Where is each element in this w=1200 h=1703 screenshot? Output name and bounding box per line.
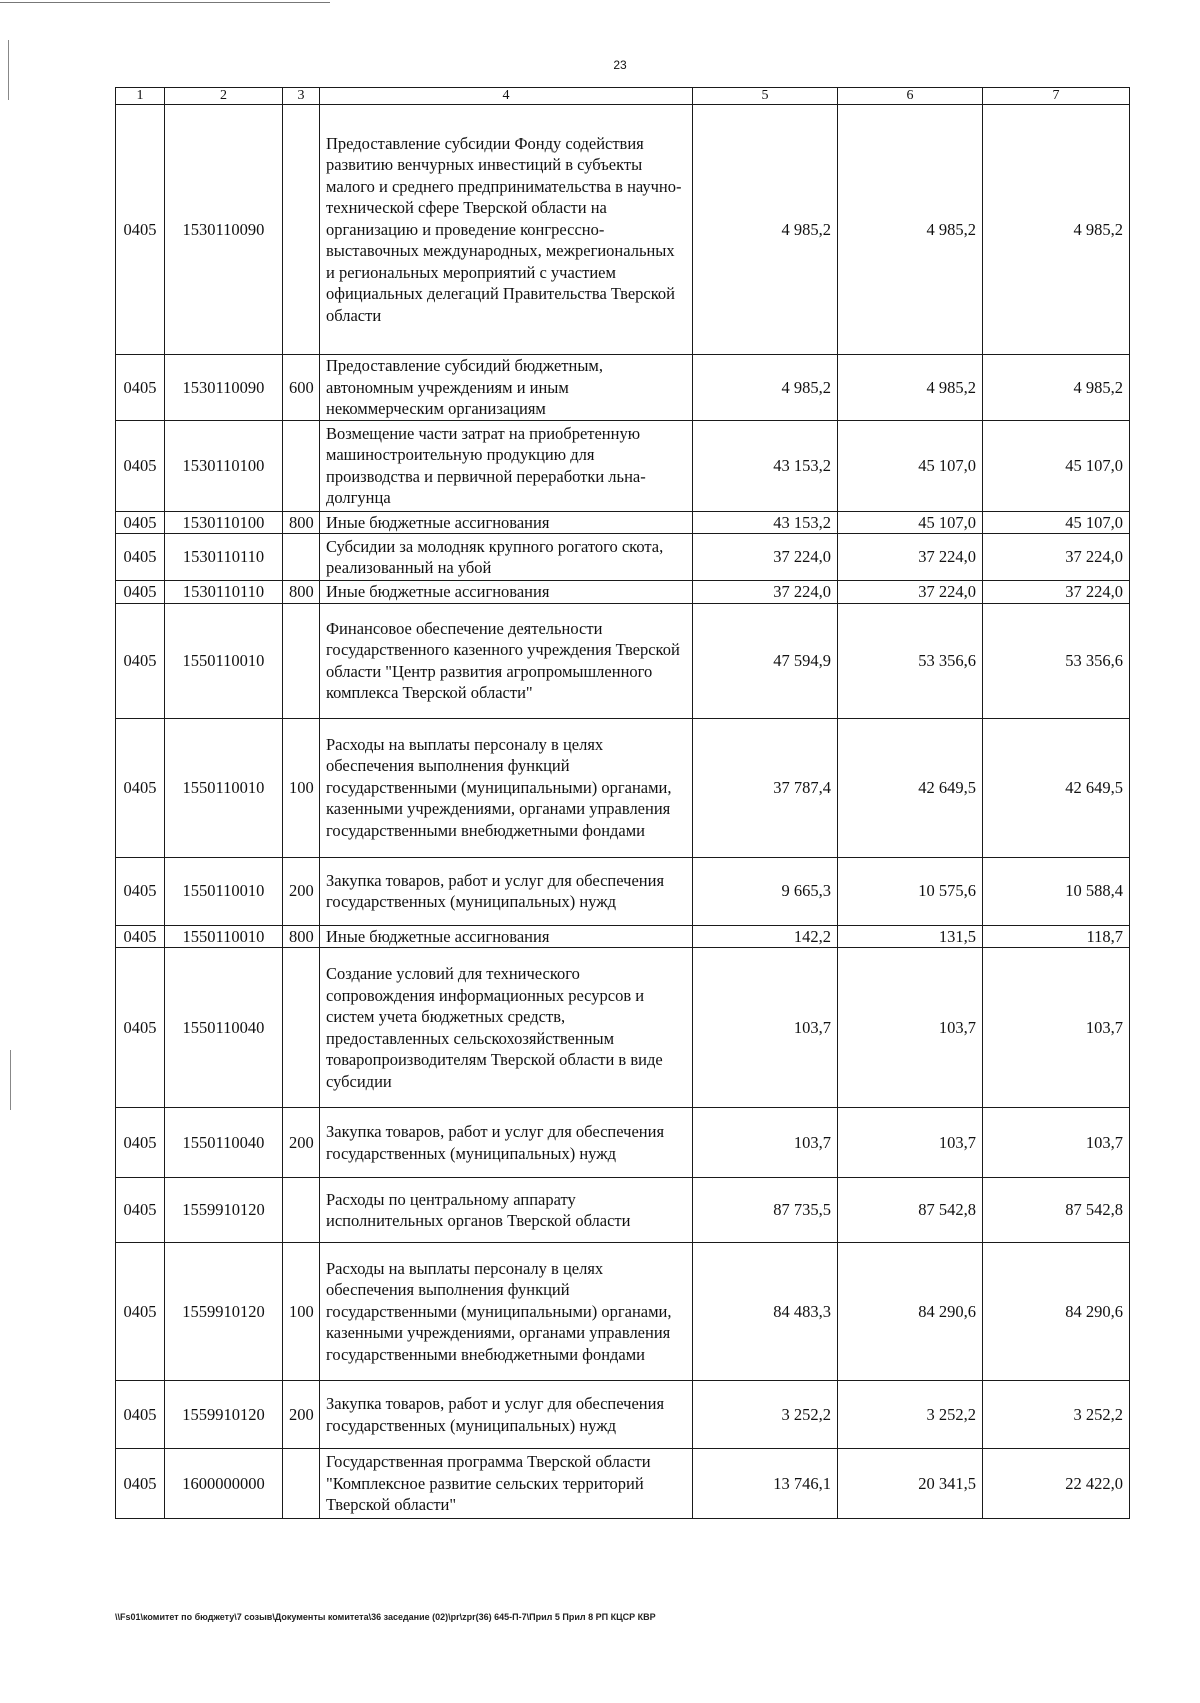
section-code: 0405 — [116, 1243, 165, 1381]
section-code: 0405 — [116, 1381, 165, 1449]
item-name: Финансовое обеспечение деятельности государственного казенного учреждения Тверской области "Центр развития агропромышленного комплекса Тверской области" — [320, 603, 693, 718]
table-row — [116, 1108, 1130, 1178]
item-name: Иные бюджетные ассигнования — [320, 511, 693, 534]
amount-year-1: 9 665,3 — [693, 857, 838, 925]
budget-table — [115, 87, 1130, 1519]
section-code: 0405 — [116, 581, 165, 604]
amount-year-3: 10 588,4 — [983, 857, 1130, 925]
table-row — [116, 857, 1130, 925]
section-code: 0405 — [116, 857, 165, 925]
amount-year-2: 4 985,2 — [838, 355, 983, 421]
expense-kind: 800 — [283, 581, 320, 604]
scan-margin-mark — [8, 40, 9, 100]
amount-year-2: 37 224,0 — [838, 581, 983, 604]
expense-kind: 800 — [283, 511, 320, 534]
expense-kind — [283, 420, 320, 511]
expense-kind — [283, 1178, 320, 1243]
target-code: 1600000000 — [165, 1449, 283, 1519]
table-row — [116, 511, 1130, 534]
table-row — [116, 355, 1130, 421]
col-header: 3 — [283, 88, 320, 105]
table-row — [116, 718, 1130, 857]
amount-year-2: 37 224,0 — [838, 534, 983, 581]
target-code: 1530110090 — [165, 355, 283, 421]
amount-year-3: 45 107,0 — [983, 511, 1130, 534]
section-code: 0405 — [116, 534, 165, 581]
item-name: Предоставление субсидий бюджетным, автономным учреждениям и иным некоммерческим организациям — [320, 355, 693, 421]
table-row — [116, 420, 1130, 511]
item-name: Возмещение части затрат на приобретенную машиностроительную продукцию для производства и первичной переработки льна-долгунца — [320, 420, 693, 511]
item-name: Закупка товаров, работ и услуг для обеспечения государственных (муниципальных) нужд — [320, 857, 693, 925]
target-code: 1550110010 — [165, 718, 283, 857]
table-row — [116, 1178, 1130, 1243]
target-code: 1550110010 — [165, 603, 283, 718]
expense-kind — [283, 534, 320, 581]
amount-year-3: 53 356,6 — [983, 603, 1130, 718]
item-name: Расходы на выплаты персоналу в целях обеспечения выполнения функций государственными (муниципальными) органами, казенными учреждениями, органами управления государственными внебюджетными фондами — [320, 1243, 693, 1381]
item-name: Расходы по центральному аппарату исполнительных органов Тверской области — [320, 1178, 693, 1243]
amount-year-2: 131,5 — [838, 925, 983, 948]
target-code: 1530110110 — [165, 534, 283, 581]
header-row — [116, 88, 1130, 105]
col-header: 2 — [165, 88, 283, 105]
section-code: 0405 — [116, 925, 165, 948]
target-code: 1550110040 — [165, 1108, 283, 1178]
amount-year-3: 103,7 — [983, 1108, 1130, 1178]
expense-kind: 100 — [283, 718, 320, 857]
col-header: 7 — [983, 88, 1130, 105]
amount-year-3: 4 985,2 — [983, 105, 1130, 355]
amount-year-2: 87 542,8 — [838, 1178, 983, 1243]
amount-year-3: 3 252,2 — [983, 1381, 1130, 1449]
section-code: 0405 — [116, 948, 165, 1108]
amount-year-1: 4 985,2 — [693, 355, 838, 421]
item-name: Предоставление субсидии Фонду содействия развитию венчурных инвестиций в субъекты малого и среднего предпринимательства в научно-технической сфере Тверской области на организацию и проведение конгрессно-выставочных международных, межрегиональных и региональных мероприятий с участием официальных делегаций Правительства Тверской области — [320, 105, 693, 355]
section-code: 0405 — [116, 1449, 165, 1519]
target-code: 1550110010 — [165, 857, 283, 925]
table-row — [116, 925, 1130, 948]
table-row — [116, 534, 1130, 581]
expense-kind: 600 — [283, 355, 320, 421]
amount-year-2: 84 290,6 — [838, 1243, 983, 1381]
item-name: Государственная программа Тверской области "Комплексное развитие сельских территорий Тверской области" — [320, 1449, 693, 1519]
item-name: Расходы на выплаты персоналу в целях обеспечения выполнения функций государственными (муниципальными) органами, казенными учреждениями, органами управления государственными внебюджетными фондами — [320, 718, 693, 857]
amount-year-3: 37 224,0 — [983, 534, 1130, 581]
amount-year-1: 43 153,2 — [693, 511, 838, 534]
section-code: 0405 — [116, 718, 165, 857]
scan-edge-line — [0, 2, 330, 3]
amount-year-2: 42 649,5 — [838, 718, 983, 857]
amount-year-1: 3 252,2 — [693, 1381, 838, 1449]
target-code: 1530110100 — [165, 511, 283, 534]
amount-year-1: 37 224,0 — [693, 534, 838, 581]
section-code: 0405 — [116, 511, 165, 534]
expense-kind: 100 — [283, 1243, 320, 1381]
target-code: 1530110110 — [165, 581, 283, 604]
section-code: 0405 — [116, 1108, 165, 1178]
amount-year-2: 20 341,5 — [838, 1449, 983, 1519]
expense-kind: 200 — [283, 1108, 320, 1178]
amount-year-3: 22 422,0 — [983, 1449, 1130, 1519]
col-header: 1 — [116, 88, 165, 105]
table-row — [116, 948, 1130, 1108]
amount-year-1: 43 153,2 — [693, 420, 838, 511]
table-row — [116, 581, 1130, 604]
amount-year-2: 45 107,0 — [838, 420, 983, 511]
amount-year-2: 103,7 — [838, 1108, 983, 1178]
amount-year-3: 87 542,8 — [983, 1178, 1130, 1243]
section-code: 0405 — [116, 355, 165, 421]
target-code: 1530110100 — [165, 420, 283, 511]
amount-year-1: 37 787,4 — [693, 718, 838, 857]
amount-year-1: 142,2 — [693, 925, 838, 948]
item-name: Иные бюджетные ассигнования — [320, 581, 693, 604]
scan-margin-mark — [10, 1050, 11, 1110]
item-name: Иные бюджетные ассигнования — [320, 925, 693, 948]
amount-year-1: 4 985,2 — [693, 105, 838, 355]
target-code: 1559910120 — [165, 1243, 283, 1381]
amount-year-3: 45 107,0 — [983, 420, 1130, 511]
amount-year-3: 84 290,6 — [983, 1243, 1130, 1381]
item-name: Субсидии за молодняк крупного рогатого скота, реализованный на убой — [320, 534, 693, 581]
target-code: 1559910120 — [165, 1178, 283, 1243]
expense-kind — [283, 105, 320, 355]
amount-year-3: 118,7 — [983, 925, 1130, 948]
amount-year-2: 10 575,6 — [838, 857, 983, 925]
target-code: 1550110010 — [165, 925, 283, 948]
amount-year-2: 103,7 — [838, 948, 983, 1108]
amount-year-1: 103,7 — [693, 1108, 838, 1178]
amount-year-1: 37 224,0 — [693, 581, 838, 604]
amount-year-3: 42 649,5 — [983, 718, 1130, 857]
table-row — [116, 1381, 1130, 1449]
amount-year-3: 103,7 — [983, 948, 1130, 1108]
expense-kind — [283, 603, 320, 718]
col-header: 4 — [320, 88, 693, 105]
col-header: 6 — [838, 88, 983, 105]
amount-year-1: 87 735,5 — [693, 1178, 838, 1243]
amount-year-2: 4 985,2 — [838, 105, 983, 355]
item-name: Закупка товаров, работ и услуг для обеспечения государственных (муниципальных) нужд — [320, 1108, 693, 1178]
amount-year-2: 3 252,2 — [838, 1381, 983, 1449]
amount-year-1: 47 594,9 — [693, 603, 838, 718]
section-code: 0405 — [116, 105, 165, 355]
expense-kind — [283, 948, 320, 1108]
section-code: 0405 — [116, 1178, 165, 1243]
col-header: 5 — [693, 88, 838, 105]
target-code: 1559910120 — [165, 1381, 283, 1449]
expense-kind — [283, 1449, 320, 1519]
amount-year-3: 37 224,0 — [983, 581, 1130, 604]
amount-year-2: 45 107,0 — [838, 511, 983, 534]
table-row — [116, 603, 1130, 718]
item-name: Закупка товаров, работ и услуг для обеспечения государственных (муниципальных) нужд — [320, 1381, 693, 1449]
file-path-footer: \\Fs01\комитет по бюджету\7 созыв\Документы комитета\36 заседание (02)\pr\zpr(36) 645-П-7\Прил 5 Прил 8 РП КЦСР КВР — [115, 1612, 656, 1622]
item-name: Создание условий для технического сопровождения информационных ресурсов и систем учета бюджетных средств, предоставленных сельскохозяйственным товаропроизводителям Тверской области в виде субсидии — [320, 948, 693, 1108]
section-code: 0405 — [116, 420, 165, 511]
target-code: 1530110090 — [165, 105, 283, 355]
table-row — [116, 1449, 1130, 1519]
amount-year-1: 13 746,1 — [693, 1449, 838, 1519]
amount-year-1: 84 483,3 — [693, 1243, 838, 1381]
amount-year-3: 4 985,2 — [983, 355, 1130, 421]
page-number: 23 — [613, 58, 627, 72]
expense-kind: 200 — [283, 857, 320, 925]
table-row — [116, 1243, 1130, 1381]
amount-year-1: 103,7 — [693, 948, 838, 1108]
expense-kind: 200 — [283, 1381, 320, 1449]
target-code: 1550110040 — [165, 948, 283, 1108]
expense-kind: 800 — [283, 925, 320, 948]
section-code: 0405 — [116, 603, 165, 718]
amount-year-2: 53 356,6 — [838, 603, 983, 718]
table-row — [116, 105, 1130, 355]
